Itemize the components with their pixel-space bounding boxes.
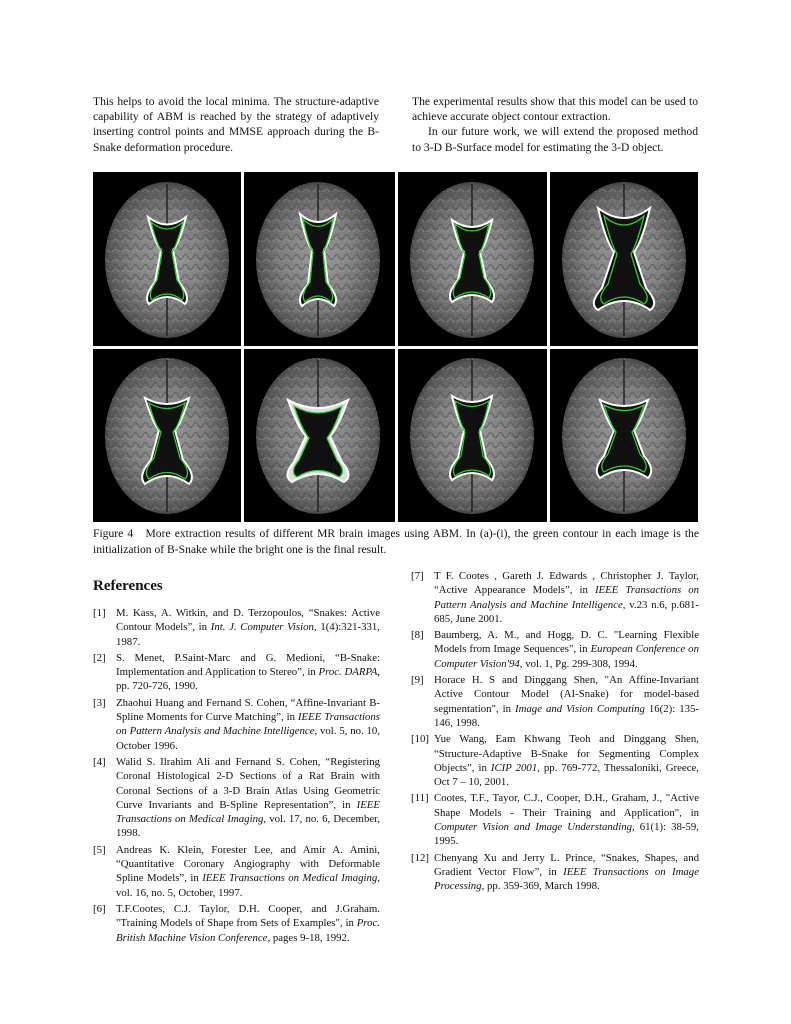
reference-venue: Proc. British Machine Vision Conference <box>116 917 380 944</box>
reference-authors-title: Chenyang Xu and Jerry L. Prince, “Snakes, Shapes, and Gradient Vector Flow”, in <box>434 851 699 878</box>
reference-authors-title: S. Menet, P.Saint-Marc and G. Medioni, “B-Snake: Implementation and Application to Stereo”, in <box>116 651 380 679</box>
reference-authors-title: Zhaohui Huang and Fernand S. Cohen, “Affine-Invariant B-Spline Moments for Curve Matching”, in <box>116 696 380 724</box>
mri-panel <box>398 172 546 344</box>
reference-details: 16(2): 135-146, 1998. <box>434 702 700 729</box>
reference-number: [9] <box>411 674 424 687</box>
reference-number: [12] <box>411 851 429 864</box>
references-column-right <box>411 569 699 896</box>
reference-number: [6] <box>93 902 106 915</box>
mri-panel <box>398 350 546 522</box>
mri-panel <box>244 172 392 344</box>
reference-details: , vol. 5, no. 10, October 1996. <box>116 725 381 752</box>
mri-panel <box>244 350 392 522</box>
reference-item <box>93 755 380 841</box>
reference-venue: ICIP 2001 <box>490 761 538 774</box>
reference-venue: Image and Vision Computing <box>515 702 645 715</box>
reference-authors-title: T F. Cootes , Gareth J. Edwards , Christopher J. Taylor, “Active Appearance Models”, in <box>434 570 699 597</box>
reference-venue: Proc. DARPA <box>318 666 378 679</box>
reference-authors-title: Horace H. S and Dinggang Shen, "An Affine-Invariant Active Contour Model (AI-Snake) for model-based segmentation", in <box>434 674 699 715</box>
mri-panel <box>93 172 241 344</box>
figure-brain-mri-grid <box>93 172 698 522</box>
references-column-left <box>93 606 380 947</box>
caption-label: Figure 4 <box>93 527 134 540</box>
reference-details: , vol. 16, no. 5, October, 1997. <box>116 872 380 899</box>
reference-item <box>411 851 699 894</box>
reference-number: [5] <box>93 843 106 856</box>
references-heading: References <box>93 578 163 594</box>
reference-number: [11] <box>411 792 429 805</box>
reference-text <box>116 651 380 694</box>
reference-item <box>93 606 380 649</box>
figure-caption <box>93 526 699 558</box>
reference-authors-title: Andreas K. Klein, Forester Lee, and Amir A. Amini, “Quantitative Coronary Angiography with Deformable Spline Models”, in <box>116 843 380 885</box>
reference-text <box>116 696 380 753</box>
mri-panel <box>550 350 698 522</box>
reference-item <box>411 569 699 626</box>
reference-item <box>93 902 380 945</box>
reference-text <box>116 755 380 841</box>
reference-text <box>434 628 699 671</box>
reference-details: , pp. 769-772, Thessaloniki, Greece, Oct 7 – 10, 2001. <box>434 761 699 789</box>
reference-number: [10] <box>411 733 429 746</box>
reference-item <box>93 651 380 694</box>
reference-details: , 61(1): 38-59, 1995. <box>434 821 700 848</box>
mri-panel <box>93 350 241 522</box>
reference-authors-title: M. Kass, A. Witkin, and D. Terzopoulos, “Snakes: Active Contour Models”, in <box>116 607 380 634</box>
reference-text <box>434 791 699 848</box>
caption-text: More extraction results of different MR brain images using ABM. In (a)-(i), the green contour in each image is the initialization of B-Snake while the bright one is the final result. <box>93 527 699 556</box>
reference-text <box>116 843 380 900</box>
reference-text <box>116 902 380 945</box>
reference-item <box>93 843 380 900</box>
reference-details: , 1(4):321-331, 1987. <box>116 621 380 648</box>
reference-authors-title: Cootes, T.F., Tayor, C.J., Cooper, D.H., Graham, J., "Active Shape Models - Their Training and Application", in <box>434 792 699 819</box>
reference-details: , vol. 1, Pg. 299-308, 1994. <box>519 657 638 670</box>
reference-venue: Int. J. Computer Vision <box>210 621 314 634</box>
reference-item <box>411 791 699 848</box>
reference-text <box>116 606 380 649</box>
reference-text <box>434 851 699 894</box>
reference-details: , v.23 n.6, p.681-685, June 2001. <box>434 598 699 625</box>
reference-details: , pages 9-18, 1992. <box>267 931 350 944</box>
paragraph-future-work: In our future work, we will extend the proposed method to 3-D B-Surface model for estimating the 3-D object. <box>412 125 698 154</box>
mri-panel <box>550 172 698 344</box>
reference-authors-title: T.F.Cootes, C.J. Taylor, D.H. Cooper, and J.Graham. "Training Models of Shape from Sets of Examples", in <box>116 902 380 930</box>
reference-text <box>434 569 699 626</box>
reference-details: , pp. 720-726, 1990. <box>116 666 380 693</box>
reference-text <box>434 673 699 730</box>
reference-item <box>411 628 699 671</box>
reference-authors-title: Yue Wang, Eam Khwang Teoh and Dinggang Shen, “Structure-Adaptive B-Snake for Segmenting Complex Objects”, in <box>434 733 699 774</box>
paragraph-results: The experimental results show that this model can be used to achieve accurate object contour extraction. <box>412 95 698 124</box>
reference-details: , pp. 359-369, March 1998. <box>481 880 600 893</box>
reference-venue: IEEE Transactions on Image Processing <box>434 865 699 893</box>
reference-authors-title: Baumberg, A. M., and Hogg, D. C. "Learning Flexible Models from Image Sequences", in <box>434 629 699 656</box>
reference-number: [7] <box>411 570 424 582</box>
reference-item <box>411 732 699 789</box>
reference-number: [8] <box>411 629 424 642</box>
reference-item <box>93 696 380 753</box>
reference-venue: Computer Vision and Image Understanding <box>434 821 632 834</box>
reference-number: [2] <box>93 651 106 664</box>
right-column-text <box>412 94 698 155</box>
reference-venue: IEEE Transactions on Pattern Analysis and Machine Intelligence <box>434 584 699 611</box>
reference-details: , vol. 17, no. 6, December, 1998. <box>116 813 381 840</box>
reference-number: [3] <box>93 696 106 709</box>
paragraph-abm-summary: This helps to avoid the local minima. The structure-adaptive capability of ABM is reached by the strategy of adaptively inserting control points and MMSE approach during the B-Snake deformation procedure. <box>93 95 379 154</box>
left-column-text <box>93 94 379 155</box>
reference-number: [4] <box>93 755 106 768</box>
reference-venue: IEEE Transactions on Pattern Analysis and Machine Intelligence <box>116 711 380 738</box>
reference-venue: IEEE Transactions on Medical Imaging <box>116 798 380 826</box>
reference-authors-title: Walid S. Ilrahim Ali and Fernand S. Cohen, “Registering Coronal Histological 2-D Sections of a Rat Brain with Coronal Sections of a 3-D Brain Atlas Using Geometric Curve Invariants and B-Spline Representation”, in <box>116 755 380 811</box>
reference-item <box>411 673 699 730</box>
reference-venue: IEEE Transactions on Medical Imaging <box>202 872 378 885</box>
reference-venue: European Conference on Computer Vision'94 <box>434 643 699 670</box>
reference-text <box>434 732 699 789</box>
reference-number: [1] <box>93 607 106 619</box>
